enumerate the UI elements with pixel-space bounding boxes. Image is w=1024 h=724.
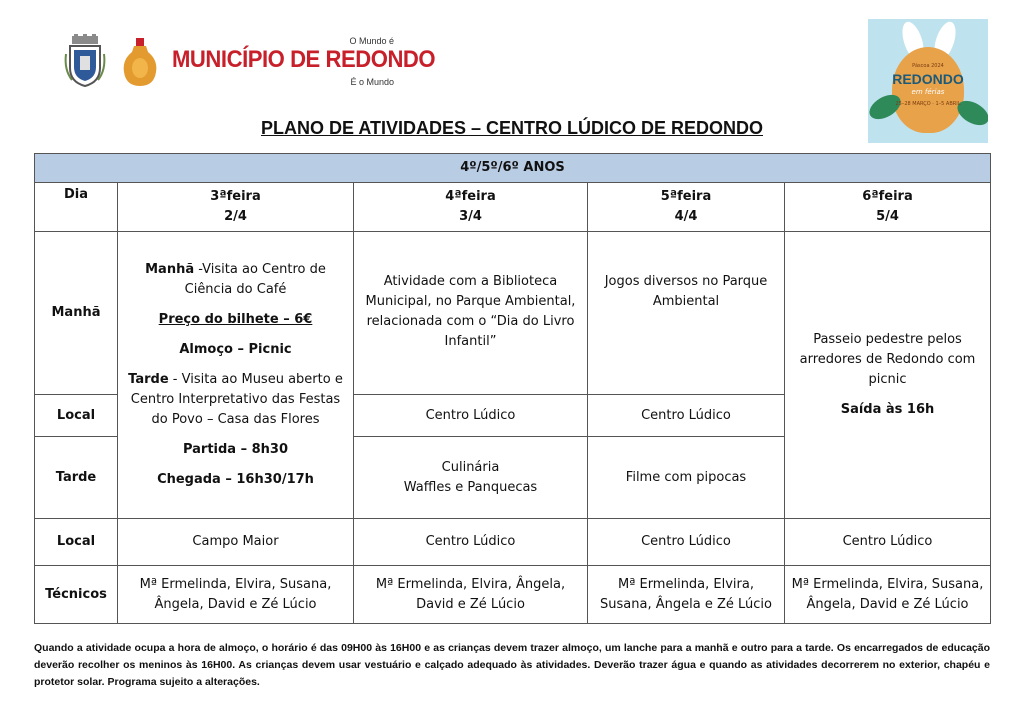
- poster-year: Páscoa 2024: [912, 63, 944, 69]
- table-row-local2: [35, 519, 991, 566]
- thursday-morning: Jogos diversos no Parque Ambiental: [588, 232, 785, 395]
- row-label-local: Local: [35, 395, 118, 437]
- thursday-local: Centro Lúdico: [588, 395, 785, 437]
- wednesday-staff: Mª Ermelinda, Elvira, Ângela, David e Zé Lúcio: [354, 566, 588, 624]
- arrival-time: Chegada – 16h30/17h: [157, 472, 314, 487]
- wednesday-local: Centro Lúdico: [354, 395, 588, 437]
- clay-jug-icon: [120, 38, 160, 88]
- activity-plan-table: [34, 153, 991, 624]
- friday-staff: Mª Ermelinda, Elvira, Susana, Ângela, David e Zé Lúcio: [785, 566, 991, 624]
- ticket-price: Preço do bilhete – 6€: [158, 312, 313, 327]
- grade-group: 4º/5º/6º ANOS: [35, 154, 991, 183]
- row-label-local: Local: [35, 519, 118, 566]
- thursday-local-2: Centro Lúdico: [588, 519, 785, 566]
- table-row-staff: [35, 566, 991, 624]
- friday-walk: Passeio pedestre pelos arredores de Redondo com picnic: [799, 332, 976, 387]
- day-tuesday: 3ªfeira 2/4: [118, 183, 354, 232]
- day-header-row: [35, 183, 991, 232]
- municipality-logo: [172, 36, 436, 90]
- municipality-name: MUNICÍPIO DE REDONDO: [172, 46, 436, 73]
- wednesday-local-2: Centro Lúdico: [354, 519, 588, 566]
- table-row-morning: [35, 232, 991, 395]
- poster-dates: 25–28 MARÇO · 1–5 ABRIL: [895, 101, 961, 107]
- day-column-label: Dia: [35, 183, 118, 232]
- wednesday-afternoon: Culinária Waffles e Panquecas: [354, 437, 588, 519]
- slogan-bottom: É o Mundo: [350, 77, 394, 87]
- friday-activities: [785, 232, 991, 519]
- day-friday: 6ªfeira 5/4: [785, 183, 991, 232]
- lunch-info: Almoço – Picnic: [179, 342, 292, 357]
- day-wednesday: 4ªfeira 3/4: [354, 183, 588, 232]
- poster-subtitle: em férias: [911, 88, 945, 96]
- tuesday-staff: Mª Ermelinda, Elvira, Susana, Ângela, David e Zé Lúcio: [118, 566, 354, 624]
- row-label-morning: Manhã: [35, 232, 118, 395]
- wednesday-morning: Atividade com a Biblioteca Municipal, no Parque Ambiental, relacionada com o “Dia do Livro Infantil”: [354, 232, 588, 395]
- row-label-staff: Técnicos: [35, 566, 118, 624]
- thursday-staff: Mª Ermelinda, Elvira, Susana, Ângela e Zé Lúcio: [588, 566, 785, 624]
- row-label-afternoon: Tarde: [35, 437, 118, 519]
- slogan-top: O Mundo é: [349, 36, 394, 46]
- table-group-header: [35, 154, 991, 183]
- friday-departure: Saída às 16h: [840, 402, 935, 417]
- thursday-afternoon: Filme com pipocas: [588, 437, 785, 519]
- day-thursday: 5ªfeira 4/4: [588, 183, 785, 232]
- coat-of-arms-icon: [62, 34, 108, 88]
- friday-local: Centro Lúdico: [785, 519, 991, 566]
- tuesday-local: Campo Maior: [118, 519, 354, 566]
- poster-title: REDONDO: [892, 71, 964, 87]
- footnote: Quando a atividade ocupa a hora de almoço, o horário é das 09H00 às 16H00 e as crianças devem trazer almoço, um lanche para a manhã e outro para a tarde. Os encarregados de educação deverão recolher os meninos às 16H00. As crianças devem usar vestuário e calçado adequado às atividades. Deverão trazer água e quando as atividades decorrerem no exterior, chapéu e protetor solar. Programa sujeito a alterações.: [34, 642, 990, 688]
- departure-time: Partida – 8h30: [182, 442, 289, 457]
- tuesday-activities: Manhã -Visita ao Centro de Ciência do Café Preço do bilhete – 6€ Almoço – Picnic Tarde - Visita ao Museu aberto e Centro Interpretativo das Festas do Povo – Casa das Flores Partida – 8h30 Chegada – 16h30/17h: [118, 232, 354, 519]
- document-title: PLANO DE ATIVIDADES – CENTRO LÚDICO DE REDONDO: [260, 118, 764, 138]
